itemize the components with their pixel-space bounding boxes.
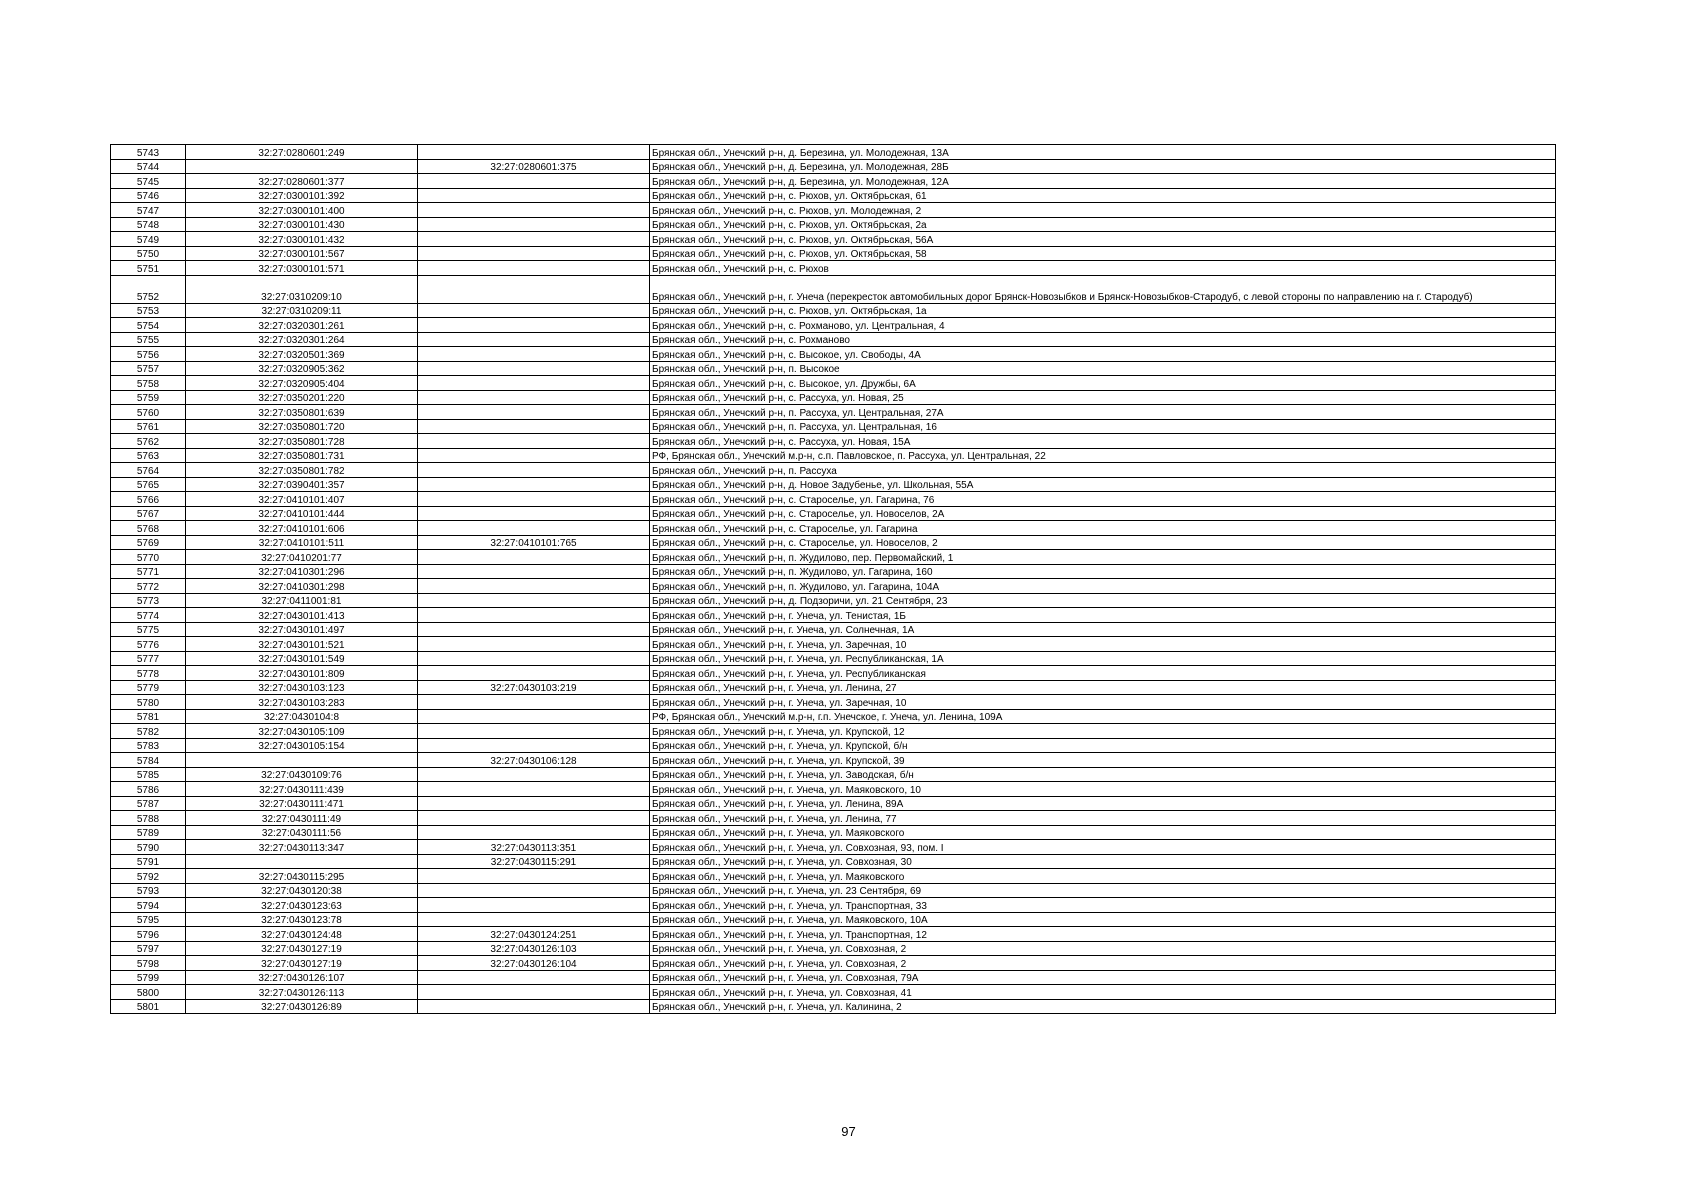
row-number-cell: 5776	[111, 637, 186, 652]
row-number-cell: 5798	[111, 956, 186, 971]
row-number-cell: 5763	[111, 448, 186, 463]
related-cadastral-number-cell	[418, 261, 650, 276]
table-row	[111, 318, 1556, 333]
related-cadastral-number-cell	[418, 492, 650, 507]
related-cadastral-number-cell	[418, 376, 650, 391]
row-number-cell: 5774	[111, 608, 186, 623]
row-number-cell: 5793	[111, 883, 186, 898]
cadastral-number-cell: 32:27:0410101:606	[186, 521, 418, 536]
row-number-cell: 5795	[111, 912, 186, 927]
table-row	[111, 999, 1556, 1014]
address-cell: Брянская обл., Унечский р-н, г. Унеча, ул. Совхозная, 2	[650, 941, 1556, 956]
cadastral-number-cell: 32:27:0411001:81	[186, 593, 418, 608]
address-cell: Брянская обл., Унечский р-н, с. Рюхов, ул. Октябрьская, 61	[650, 188, 1556, 203]
cadastral-number-cell: 32:27:0350801:782	[186, 463, 418, 478]
address-cell: Брянская обл., Унечский р-н, г. Унеча, ул. Тенистая, 1Б	[650, 608, 1556, 623]
table-row	[111, 390, 1556, 405]
related-cadastral-number-cell	[418, 782, 650, 797]
page-number: 97	[841, 1124, 856, 1139]
address-cell: Брянская обл., Унечский р-н, г. Унеча, ул. Совхозная, 41	[650, 985, 1556, 1000]
cadastral-number-cell: 32:27:0300101:567	[186, 246, 418, 261]
row-number-cell: 5790	[111, 840, 186, 855]
related-cadastral-number-cell	[418, 666, 650, 681]
address-cell: Брянская обл., Унечский р-н, г. Унеча, ул. Маяковского, 10А	[650, 912, 1556, 927]
table-row	[111, 970, 1556, 985]
address-cell: Брянская обл., Унечский р-н, д. Новое Задубенье, ул. Школьная, 55А	[650, 477, 1556, 492]
address-cell: Брянская обл., Унечский р-н, с. Староселье, ул. Новоселов, 2А	[650, 506, 1556, 521]
row-number-cell: 5770	[111, 550, 186, 565]
table-row	[111, 854, 1556, 869]
cadastral-number-cell: 32:27:0430126:89	[186, 999, 418, 1014]
table-row	[111, 550, 1556, 565]
related-cadastral-number-cell	[418, 145, 650, 160]
address-cell: Брянская обл., Унечский р-н, г. Унеча, ул. Крупской, б/н	[650, 738, 1556, 753]
row-number-cell: 5753	[111, 303, 186, 318]
related-cadastral-number-cell	[418, 390, 650, 405]
related-cadastral-number-cell: 32:27:0430113:351	[418, 840, 650, 855]
table-row	[111, 796, 1556, 811]
row-number-cell: 5783	[111, 738, 186, 753]
related-cadastral-number-cell	[418, 622, 650, 637]
related-cadastral-number-cell	[418, 593, 650, 608]
related-cadastral-number-cell	[418, 174, 650, 189]
related-cadastral-number-cell	[418, 477, 650, 492]
related-cadastral-number-cell	[418, 695, 650, 710]
address-cell: Брянская обл., Унечский р-н, г. Унеча, ул. Совхозная, 79А	[650, 970, 1556, 985]
row-number-cell: 5745	[111, 174, 186, 189]
table-row	[111, 608, 1556, 623]
cadastral-number-cell: 32:27:0430101:497	[186, 622, 418, 637]
related-cadastral-number-cell	[418, 361, 650, 376]
table-row	[111, 203, 1556, 218]
address-cell: Брянская обл., Унечский р-н, г. Унеча, ул. Заводская, б/н	[650, 767, 1556, 782]
table-row	[111, 188, 1556, 203]
address-cell: Брянская обл., Унечский р-н, с. Рассуха, ул. Новая, 25	[650, 390, 1556, 405]
related-cadastral-number-cell	[418, 405, 650, 420]
cadastral-number-cell: 32:27:0430111:49	[186, 811, 418, 826]
address-cell: Брянская обл., Унечский р-н, г. Унеча, ул. Ленина, 27	[650, 680, 1556, 695]
row-number-cell: 5760	[111, 405, 186, 420]
address-cell: Брянская обл., Унечский р-н, г. Унеча, ул. 23 Сентября, 69	[650, 883, 1556, 898]
related-cadastral-number-cell	[418, 217, 650, 232]
related-cadastral-number-cell	[418, 506, 650, 521]
address-cell: Брянская обл., Унечский р-н, с. Староселье, ул. Гагарина, 76	[650, 492, 1556, 507]
address-cell: Брянская обл., Унечский р-н, п. Жудилово, ул. Гагарина, 160	[650, 564, 1556, 579]
address-cell: Брянская обл., Унечский р-н, п. Рассуха, ул. Центральная, 16	[650, 419, 1556, 434]
table-row	[111, 927, 1556, 942]
address-cell: Брянская обл., Унечский р-н, п. Рассуха	[650, 463, 1556, 478]
related-cadastral-number-cell	[418, 811, 650, 826]
row-number-cell: 5757	[111, 361, 186, 376]
cadastral-number-cell: 32:27:0350801:720	[186, 419, 418, 434]
cadastral-number-cell: 32:27:0300101:392	[186, 188, 418, 203]
cadastral-number-cell: 32:27:0350801:639	[186, 405, 418, 420]
related-cadastral-number-cell	[418, 550, 650, 565]
row-number-cell: 5755	[111, 332, 186, 347]
table-row	[111, 912, 1556, 927]
row-number-cell: 5758	[111, 376, 186, 391]
cadastral-number-cell: 32:27:0320905:362	[186, 361, 418, 376]
table-row	[111, 898, 1556, 913]
related-cadastral-number-cell	[418, 709, 650, 724]
row-number-cell: 5748	[111, 217, 186, 232]
address-cell: Брянская обл., Унечский р-н, г. Унеча, ул. Маяковского	[650, 825, 1556, 840]
related-cadastral-number-cell	[418, 303, 650, 318]
related-cadastral-number-cell: 32:27:0430124:251	[418, 927, 650, 942]
cadastral-number-cell: 32:27:0310209:11	[186, 303, 418, 318]
table-row	[111, 709, 1556, 724]
address-cell: Брянская обл., Унечский р-н, г. Унеча, ул. Совхозная, 93, пом. I	[650, 840, 1556, 855]
table-row	[111, 593, 1556, 608]
table-row	[111, 477, 1556, 492]
related-cadastral-number-cell	[418, 999, 650, 1014]
row-number-cell: 5800	[111, 985, 186, 1000]
table-row	[111, 405, 1556, 420]
address-cell: Брянская обл., Унечский р-н, г. Унеча, ул. Ленина, 77	[650, 811, 1556, 826]
row-number-cell: 5799	[111, 970, 186, 985]
cadastral-number-cell: 32:27:0430123:78	[186, 912, 418, 927]
address-cell: Брянская обл., Унечский р-н, п. Рассуха, ул. Центральная, 27А	[650, 405, 1556, 420]
related-cadastral-number-cell	[418, 651, 650, 666]
table-row	[111, 376, 1556, 391]
row-number-cell: 5751	[111, 261, 186, 276]
address-cell: Брянская обл., Унечский р-н, с. Рюхов, ул. Октябрьская, 56А	[650, 232, 1556, 247]
table-row	[111, 680, 1556, 695]
cadastral-number-cell: 32:27:0300101:432	[186, 232, 418, 247]
address-cell: Брянская обл., Унечский р-н, с. Высокое, ул. Свободы, 4А	[650, 347, 1556, 362]
table-row	[111, 419, 1556, 434]
cadastral-number-cell: 32:27:0430127:19	[186, 956, 418, 971]
row-number-cell: 5789	[111, 825, 186, 840]
cadastral-number-cell: 32:27:0300101:571	[186, 261, 418, 276]
row-number-cell: 5773	[111, 593, 186, 608]
address-cell: Брянская обл., Унечский р-н, г. Унеча, ул. Ленина, 89А	[650, 796, 1556, 811]
row-number-cell: 5767	[111, 506, 186, 521]
table-row	[111, 811, 1556, 826]
row-number-cell: 5756	[111, 347, 186, 362]
cadastral-number-cell: 32:27:0430105:109	[186, 724, 418, 739]
related-cadastral-number-cell	[418, 970, 650, 985]
row-number-cell: 5766	[111, 492, 186, 507]
related-cadastral-number-cell	[418, 203, 650, 218]
related-cadastral-number-cell	[418, 724, 650, 739]
cadastral-number-cell: 32:27:0430101:521	[186, 637, 418, 652]
row-number-cell: 5794	[111, 898, 186, 913]
address-cell: РФ, Брянская обл., Унечский м.р-н, с.п. Павловское, п. Рассуха, ул. Центральная, 22	[650, 448, 1556, 463]
cadastral-number-cell: 32:27:0300101:400	[186, 203, 418, 218]
related-cadastral-number-cell: 32:27:0410101:765	[418, 535, 650, 550]
address-cell: Брянская обл., Унечский р-н, г. Унеча, ул. Солнечная, 1А	[650, 622, 1556, 637]
row-number-cell: 5754	[111, 318, 186, 333]
row-number-cell: 5787	[111, 796, 186, 811]
related-cadastral-number-cell	[418, 463, 650, 478]
address-cell: Брянская обл., Унечский р-н, г. Унеча, ул. Республиканская, 1А	[650, 651, 1556, 666]
cadastral-number-cell: 32:27:0350201:220	[186, 390, 418, 405]
related-cadastral-number-cell	[418, 246, 650, 261]
cadastral-number-cell: 32:27:0430124:48	[186, 927, 418, 942]
cadastral-number-cell	[186, 854, 418, 869]
cadastral-number-cell	[186, 753, 418, 768]
row-number-cell: 5779	[111, 680, 186, 695]
row-number-cell: 5750	[111, 246, 186, 261]
table-row	[111, 232, 1556, 247]
related-cadastral-number-cell	[418, 912, 650, 927]
table-row	[111, 724, 1556, 739]
cadastral-number-cell: 32:27:0410301:296	[186, 564, 418, 579]
address-cell: Брянская обл., Унечский р-н, г. Унеча, ул. Крупской, 12	[650, 724, 1556, 739]
table-row	[111, 246, 1556, 261]
related-cadastral-number-cell	[418, 738, 650, 753]
row-number-cell: 5801	[111, 999, 186, 1014]
row-number-cell: 5775	[111, 622, 186, 637]
cadastral-number-cell: 32:27:0430105:154	[186, 738, 418, 753]
address-cell: Брянская обл., Унечский р-н, с. Староселье, ул. Новоселов, 2	[650, 535, 1556, 550]
related-cadastral-number-cell	[418, 608, 650, 623]
table-row	[111, 956, 1556, 971]
table-row	[111, 695, 1556, 710]
cadastral-number-cell: 32:27:0320301:261	[186, 318, 418, 333]
row-number-cell: 5786	[111, 782, 186, 797]
row-number-cell: 5772	[111, 579, 186, 594]
related-cadastral-number-cell	[418, 419, 650, 434]
related-cadastral-number-cell: 32:27:0430126:104	[418, 956, 650, 971]
table-row	[111, 303, 1556, 318]
cadastral-number-cell: 32:27:0430126:107	[186, 970, 418, 985]
address-cell: Брянская обл., Унечский р-н, г. Унеча, ул. Заречная, 10	[650, 695, 1556, 710]
address-cell: Брянская обл., Унечский р-н, д. Березина, ул. Молодежная, 28Б	[650, 159, 1556, 174]
row-number-cell: 5746	[111, 188, 186, 203]
related-cadastral-number-cell	[418, 564, 650, 579]
address-cell: Брянская обл., Унечский р-н, п. Жудилово, пер. Первомайский, 1	[650, 550, 1556, 565]
address-cell: Брянская обл., Унечский р-н, г. Унеча, ул. Совхозная, 2	[650, 956, 1556, 971]
row-number-cell: 5782	[111, 724, 186, 739]
address-cell: Брянская обл., Унечский р-н, г. Унеча, ул. Заречная, 10	[650, 637, 1556, 652]
row-number-cell: 5769	[111, 535, 186, 550]
related-cadastral-number-cell	[418, 275, 650, 303]
address-cell: Брянская обл., Унечский р-н, с. Рохманово	[650, 332, 1556, 347]
cadastral-number-cell: 32:27:0430115:295	[186, 869, 418, 884]
table-row	[111, 666, 1556, 681]
table-row	[111, 434, 1556, 449]
table-row	[111, 579, 1556, 594]
table-row	[111, 347, 1556, 362]
table-row	[111, 782, 1556, 797]
row-number-cell: 5752	[111, 275, 186, 303]
cadastral-number-cell: 32:27:0430126:113	[186, 985, 418, 1000]
address-cell: Брянская обл., Унечский р-н, с. Рассуха, ул. Новая, 15А	[650, 434, 1556, 449]
table-row	[111, 145, 1556, 160]
cadastral-number-cell: 32:27:0410101:511	[186, 535, 418, 550]
cadastral-number-cell: 32:27:0430123:63	[186, 898, 418, 913]
address-cell: Брянская обл., Унечский р-н, г. Унеча, ул. Крупской, 39	[650, 753, 1556, 768]
row-number-cell: 5768	[111, 521, 186, 536]
table-row	[111, 753, 1556, 768]
cadastral-number-cell: 32:27:0430103:283	[186, 695, 418, 710]
cadastral-number-cell: 32:27:0390401:357	[186, 477, 418, 492]
address-cell: Брянская обл., Унечский р-н, с. Староселье, ул. Гагарина	[650, 521, 1556, 536]
row-number-cell: 5761	[111, 419, 186, 434]
related-cadastral-number-cell	[418, 825, 650, 840]
address-cell: Брянская обл., Унечский р-н, с. Рюхов, ул. Октябрьская, 2а	[650, 217, 1556, 232]
address-cell: Брянская обл., Унечский р-н, г. Унеча (перекресток автомобильных дорог Брянск-Новозыбков и Брянск-Новозыбков-Стародуб, с левой стороны по направлению на г. Стародуб)	[650, 275, 1556, 303]
related-cadastral-number-cell	[418, 898, 650, 913]
related-cadastral-number-cell	[418, 869, 650, 884]
table-row	[111, 637, 1556, 652]
cadastral-number-cell: 32:27:0310209:10	[186, 275, 418, 303]
registry-table-container	[110, 144, 1556, 1014]
address-cell: Брянская обл., Унечский р-н, г. Унеча, ул. Маяковского, 10	[650, 782, 1556, 797]
registry-table-body	[111, 145, 1556, 1014]
cadastral-number-cell: 32:27:0430111:471	[186, 796, 418, 811]
address-cell: Брянская обл., Унечский р-н, с. Рюхов, ул. Октябрьская, 1а	[650, 303, 1556, 318]
address-cell: Брянская обл., Унечский р-н, г. Унеча, ул. Транспортная, 12	[650, 927, 1556, 942]
cadastral-number-cell: 32:27:0300101:430	[186, 217, 418, 232]
cadastral-number-cell: 32:27:0410301:298	[186, 579, 418, 594]
address-cell: Брянская обл., Унечский р-н, с. Рюхов, ул. Молодежная, 2	[650, 203, 1556, 218]
table-row	[111, 521, 1556, 536]
cadastral-number-cell: 32:27:0320501:369	[186, 347, 418, 362]
cadastral-number-cell: 32:27:0430101:809	[186, 666, 418, 681]
row-number-cell: 5759	[111, 390, 186, 405]
row-number-cell: 5744	[111, 159, 186, 174]
address-cell: Брянская обл., Унечский р-н, г. Унеча, ул. Республиканская	[650, 666, 1556, 681]
cadastral-number-cell: 32:27:0410101:444	[186, 506, 418, 521]
address-cell: Брянская обл., Унечский р-н, с. Рохманово, ул. Центральная, 4	[650, 318, 1556, 333]
cadastral-number-cell: 32:27:0430101:413	[186, 608, 418, 623]
table-row	[111, 448, 1556, 463]
table-row	[111, 767, 1556, 782]
row-number-cell: 5791	[111, 854, 186, 869]
cadastral-number-cell: 32:27:0320905:404	[186, 376, 418, 391]
address-cell: Брянская обл., Унечский р-н, г. Унеча, ул. Совхозная, 30	[650, 854, 1556, 869]
cadastral-number-cell: 32:27:0430113:347	[186, 840, 418, 855]
table-row	[111, 651, 1556, 666]
table-row	[111, 622, 1556, 637]
table-row	[111, 985, 1556, 1000]
related-cadastral-number-cell	[418, 232, 650, 247]
related-cadastral-number-cell	[418, 347, 650, 362]
related-cadastral-number-cell	[418, 767, 650, 782]
table-row	[111, 941, 1556, 956]
related-cadastral-number-cell	[418, 318, 650, 333]
cadastral-number-cell: 32:27:0430111:56	[186, 825, 418, 840]
table-row	[111, 261, 1556, 276]
address-cell: РФ, Брянская обл., Унечский м.р-н, г.п. Унечское, г. Унеча, ул. Ленина, 109А	[650, 709, 1556, 724]
table-row	[111, 332, 1556, 347]
cadastral-number-cell: 32:27:0410101:407	[186, 492, 418, 507]
table-row	[111, 275, 1556, 303]
address-cell: Брянская обл., Унечский р-н, д. Березина, ул. Молодежная, 12А	[650, 174, 1556, 189]
row-number-cell: 5764	[111, 463, 186, 478]
cadastral-number-cell: 32:27:0320301:264	[186, 332, 418, 347]
related-cadastral-number-cell	[418, 332, 650, 347]
table-row	[111, 535, 1556, 550]
address-cell: Брянская обл., Унечский р-н, д. Подзоричи, ул. 21 Сентября, 23	[650, 593, 1556, 608]
row-number-cell: 5781	[111, 709, 186, 724]
row-number-cell: 5747	[111, 203, 186, 218]
row-number-cell: 5785	[111, 767, 186, 782]
address-cell: Брянская обл., Унечский р-н, г. Унеча, ул. Калинина, 2	[650, 999, 1556, 1014]
related-cadastral-number-cell: 32:27:0430103:219	[418, 680, 650, 695]
cadastral-number-cell: 32:27:0430127:19	[186, 941, 418, 956]
row-number-cell: 5777	[111, 651, 186, 666]
cadastral-number-cell	[186, 159, 418, 174]
row-number-cell: 5788	[111, 811, 186, 826]
table-row	[111, 217, 1556, 232]
table-row	[111, 492, 1556, 507]
related-cadastral-number-cell	[418, 985, 650, 1000]
cadastral-number-cell: 32:27:0350801:731	[186, 448, 418, 463]
row-number-cell: 5780	[111, 695, 186, 710]
table-row	[111, 840, 1556, 855]
cadastral-number-cell: 32:27:0430109:76	[186, 767, 418, 782]
table-row	[111, 883, 1556, 898]
related-cadastral-number-cell	[418, 448, 650, 463]
table-row	[111, 159, 1556, 174]
row-number-cell: 5749	[111, 232, 186, 247]
row-number-cell: 5796	[111, 927, 186, 942]
address-cell: Брянская обл., Унечский р-н, п. Жудилово, ул. Гагарина, 104А	[650, 579, 1556, 594]
related-cadastral-number-cell	[418, 434, 650, 449]
row-number-cell: 5762	[111, 434, 186, 449]
cadastral-number-cell: 32:27:0430120:38	[186, 883, 418, 898]
table-row	[111, 825, 1556, 840]
address-cell: Брянская обл., Унечский р-н, с. Рюхов, ул. Октябрьская, 58	[650, 246, 1556, 261]
related-cadastral-number-cell	[418, 796, 650, 811]
row-number-cell: 5771	[111, 564, 186, 579]
registry-table	[110, 144, 1556, 1014]
address-cell: Брянская обл., Унечский р-н, с. Рюхов	[650, 261, 1556, 276]
cadastral-number-cell: 32:27:0430101:549	[186, 651, 418, 666]
table-row	[111, 564, 1556, 579]
cadastral-number-cell: 32:27:0280601:249	[186, 145, 418, 160]
related-cadastral-number-cell: 32:27:0430106:128	[418, 753, 650, 768]
table-row	[111, 869, 1556, 884]
related-cadastral-number-cell	[418, 521, 650, 536]
address-cell: Брянская обл., Унечский р-н, д. Березина, ул. Молодежная, 13А	[650, 145, 1556, 160]
related-cadastral-number-cell: 32:27:0280601:375	[418, 159, 650, 174]
related-cadastral-number-cell: 32:27:0430126:103	[418, 941, 650, 956]
related-cadastral-number-cell	[418, 637, 650, 652]
cadastral-number-cell: 32:27:0430104:8	[186, 709, 418, 724]
table-row	[111, 738, 1556, 753]
cadastral-number-cell: 32:27:0430103:123	[186, 680, 418, 695]
related-cadastral-number-cell	[418, 579, 650, 594]
table-row	[111, 463, 1556, 478]
row-number-cell: 5765	[111, 477, 186, 492]
related-cadastral-number-cell: 32:27:0430115:291	[418, 854, 650, 869]
row-number-cell: 5797	[111, 941, 186, 956]
cadastral-number-cell: 32:27:0350801:728	[186, 434, 418, 449]
row-number-cell: 5792	[111, 869, 186, 884]
row-number-cell: 5778	[111, 666, 186, 681]
table-row	[111, 506, 1556, 521]
address-cell: Брянская обл., Унечский р-н, п. Высокое	[650, 361, 1556, 376]
address-cell: Брянская обл., Унечский р-н, с. Высокое, ул. Дружбы, 6А	[650, 376, 1556, 391]
cadastral-number-cell: 32:27:0410201:77	[186, 550, 418, 565]
row-number-cell: 5784	[111, 753, 186, 768]
cadastral-number-cell: 32:27:0280601:377	[186, 174, 418, 189]
related-cadastral-number-cell	[418, 188, 650, 203]
related-cadastral-number-cell	[418, 883, 650, 898]
address-cell: Брянская обл., Унечский р-н, г. Унеча, ул. Транспортная, 33	[650, 898, 1556, 913]
row-number-cell: 5743	[111, 145, 186, 160]
table-row	[111, 174, 1556, 189]
table-row	[111, 361, 1556, 376]
cadastral-number-cell: 32:27:0430111:439	[186, 782, 418, 797]
address-cell: Брянская обл., Унечский р-н, г. Унеча, ул. Маяковского	[650, 869, 1556, 884]
